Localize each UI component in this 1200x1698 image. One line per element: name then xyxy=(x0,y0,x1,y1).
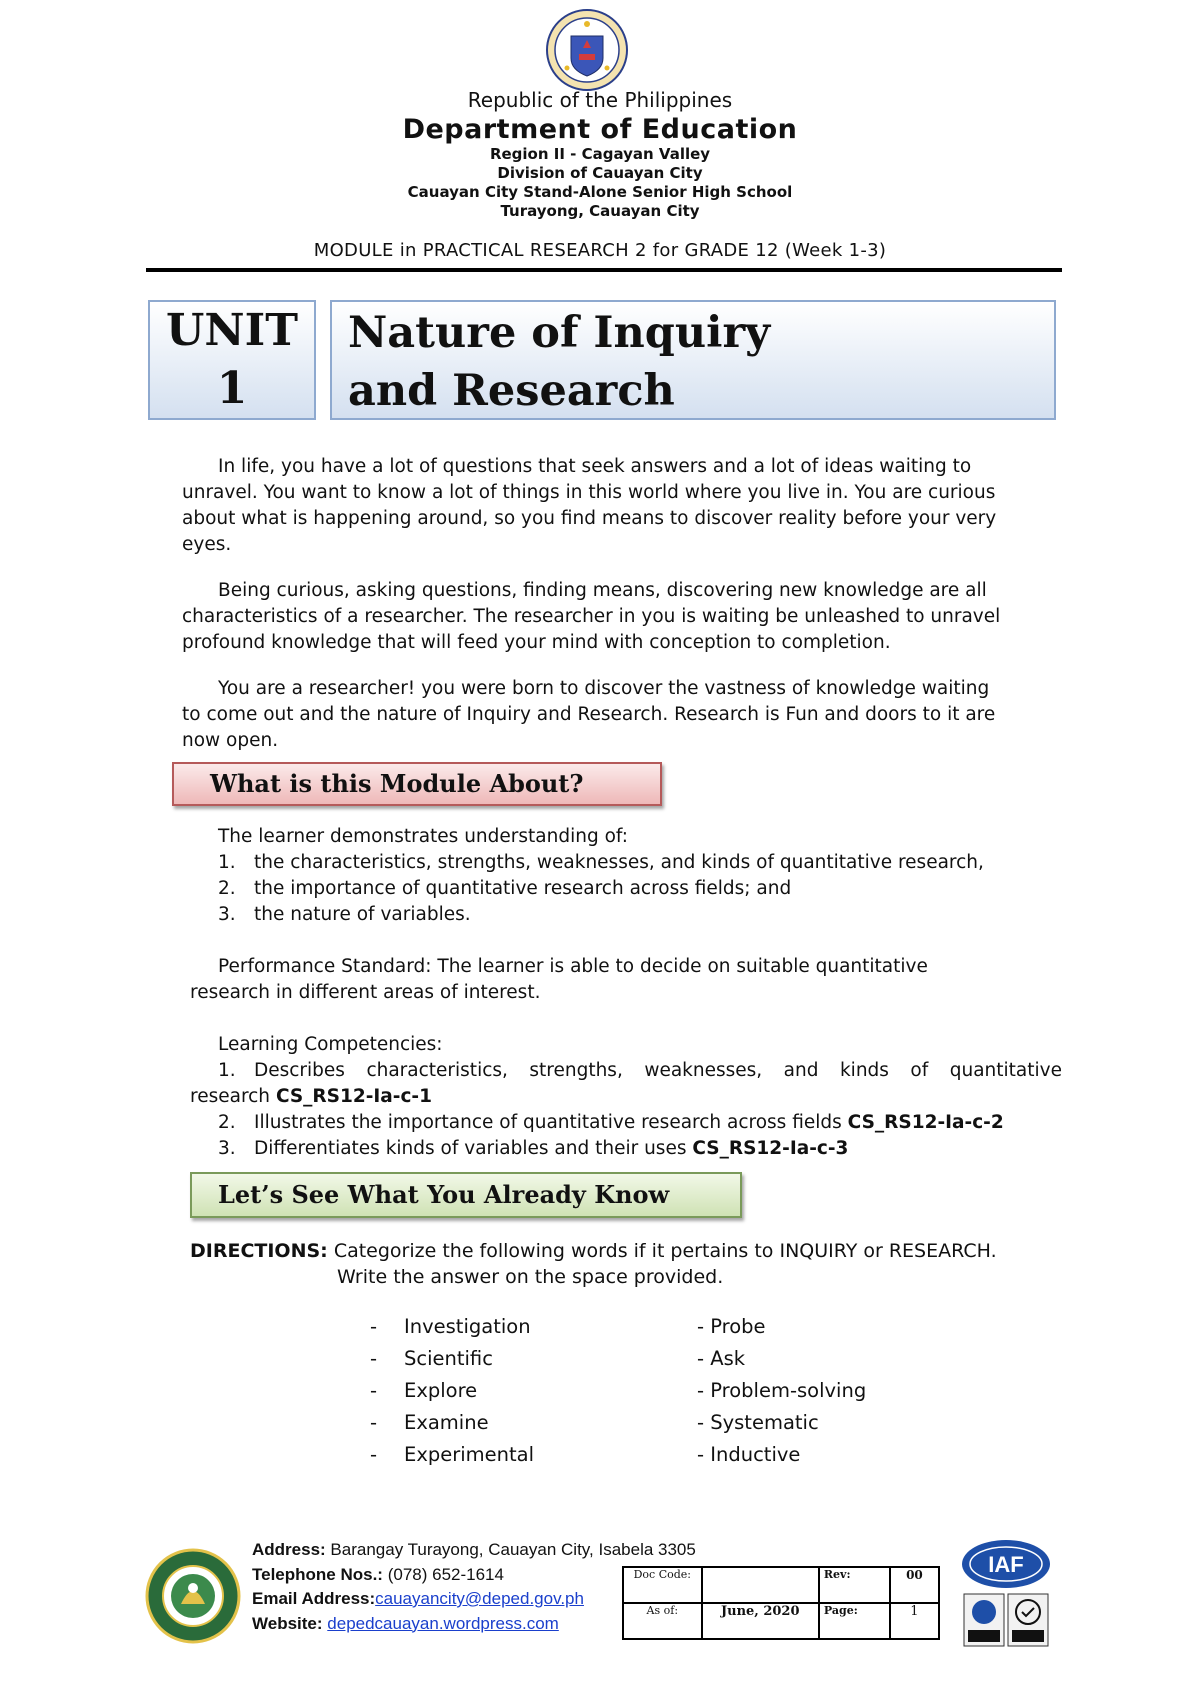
school-line: Cauayan City Stand-Alone Senior High School xyxy=(407,183,793,201)
footer-website-link[interactable]: depedcauayan.wordpress.com xyxy=(327,1613,559,1633)
region-line: Region II - Cagayan Valley xyxy=(489,145,711,163)
intro-paragraph-1: In life, you have a lot of questions that seek answers and a lot of ideas waiting to unravel. You want to know a lot of things in this world where you live in. You are curious about what is happening around, so you find means to discover reality before your very eyes. xyxy=(182,456,997,555)
list-item: - Investigation xyxy=(370,1315,531,1338)
iaf-logo-icon xyxy=(960,1538,1052,1650)
deped-seal-icon xyxy=(545,8,629,92)
unit-box xyxy=(148,300,316,420)
doc-code-value xyxy=(702,1567,819,1603)
competency-2: 2. Illustrates the importance of quantitative research across fields CS_RS12-Ia-c-2 xyxy=(218,1112,1004,1133)
unit-title-box xyxy=(330,300,1056,420)
already-know-banner: Let’s See What You Already Know xyxy=(190,1172,742,1218)
republic-heading: Republic of the Philippines xyxy=(467,88,733,112)
list-item: - Ask xyxy=(697,1347,746,1370)
list-item: - Explore xyxy=(370,1379,478,1402)
competencies-lead: Learning Competencies: xyxy=(218,1034,443,1055)
page-label: Page: xyxy=(819,1603,890,1639)
competency-2-code: CS_RS12-Ia-c-2 xyxy=(847,1112,1004,1133)
intro-paragraph-3: You are a researcher! you were born to discover the vastness of knowledge waiting to come out and the nature of Inquiry and Research. Research is Fun and doors to it are now open. xyxy=(182,678,996,751)
performance-standard-line1: Performance Standard: The learner is able to decide on suitable quantitative xyxy=(218,956,928,977)
page-value: 1 xyxy=(890,1603,939,1639)
list-item: - Scientific xyxy=(370,1347,493,1370)
word-list-left xyxy=(370,1315,534,1475)
rev-value: 00 xyxy=(890,1567,939,1603)
competency-3-code: CS_RS12-Ia-c-3 xyxy=(692,1138,849,1159)
about-item-3: 3. the nature of variables. xyxy=(218,904,471,925)
location-line: Turayong, Cauayan City xyxy=(500,202,700,220)
list-item: - Inductive xyxy=(697,1443,801,1466)
division-seal-icon xyxy=(145,1548,241,1644)
competency-3: 3. Differentiates kinds of variables and their uses CS_RS12-Ia-c-3 xyxy=(218,1138,849,1159)
as-of-value: June, 2020 xyxy=(702,1603,819,1639)
list-item: - Probe xyxy=(697,1315,766,1338)
header-divider xyxy=(146,268,1062,272)
competency-1-code: CS_RS12-Ia-c-1 xyxy=(275,1086,432,1107)
competency-1-line1: 1. Describes characteristics, strengths, weaknesses, and kinds of quantitative xyxy=(218,1060,1062,1081)
footer-contact: Address: Barangay Turayong, Cauayan City, Isabela 3305 Telephone Nos.: (078) 652-1614 Email Address:cauayancity@deped.gov.ph Website: depedcauayan.wordpress.com xyxy=(252,1540,696,1633)
about-item-1: 1. the characteristics, strengths, weaknesses, and kinds of quantitative research, xyxy=(218,852,984,873)
unit-title-line2: and Research xyxy=(348,366,675,416)
svg-text:IAF: IAF xyxy=(988,1552,1024,1577)
directions-line1: DIRECTIONS: Categorize the following words if it pertains to INQUIRY or RESEARCH. xyxy=(190,1240,997,1262)
performance-standard-line2: research in different areas of interest. xyxy=(190,982,541,1003)
about-item-2: 2. the importance of quantitative research across fields; and xyxy=(218,878,792,899)
intro-paragraph-2: Being curious, asking questions, finding means, discovering new knowledge are all characteristics of a researcher. The researcher in you is waiting be unleashed to unravel profound knowledge that will feed your mind with conception to completion. xyxy=(182,580,1001,653)
doc-control-table xyxy=(622,1566,940,1640)
footer-address: Barangay Turayong, Cauayan City, Isabela 3305 xyxy=(330,1540,696,1559)
about-lead: The learner demonstrates understanding of: xyxy=(218,826,628,847)
list-item: - Systematic xyxy=(697,1411,819,1434)
unit-title-line1: Nature of Inquiry xyxy=(348,308,771,358)
department-heading: Department of Education xyxy=(402,114,798,145)
footer-email-link[interactable]: cauayancity@deped.gov.ph xyxy=(375,1589,584,1608)
word-list-right xyxy=(697,1315,866,1475)
unit-label: UNIT xyxy=(166,305,298,356)
rev-label: Rev: xyxy=(819,1567,890,1603)
module-about-banner: What is this Module About? xyxy=(172,762,662,806)
directions-line2: Write the answer on the space provided. xyxy=(337,1266,724,1288)
division-line: Division of Cauayan City xyxy=(497,164,703,182)
module-title: MODULE in PRACTICAL RESEARCH 2 for GRADE 12 (Week 1-3) xyxy=(313,240,887,261)
competency-1-line2: research CS_RS12-Ia-c-1 xyxy=(190,1086,432,1107)
list-item: - Experimental xyxy=(370,1443,535,1466)
doc-code-label: Doc Code: xyxy=(623,1567,702,1603)
as-of-label: As of: xyxy=(623,1603,702,1639)
list-item: - Problem-solving xyxy=(697,1379,867,1402)
footer-phone: (078) 652-1614 xyxy=(387,1564,504,1584)
directions-label: DIRECTIONS: xyxy=(190,1240,328,1262)
list-item: - Examine xyxy=(370,1411,489,1434)
iaf-certification-badge xyxy=(960,1538,1052,1650)
unit-number: 1 xyxy=(216,363,248,414)
